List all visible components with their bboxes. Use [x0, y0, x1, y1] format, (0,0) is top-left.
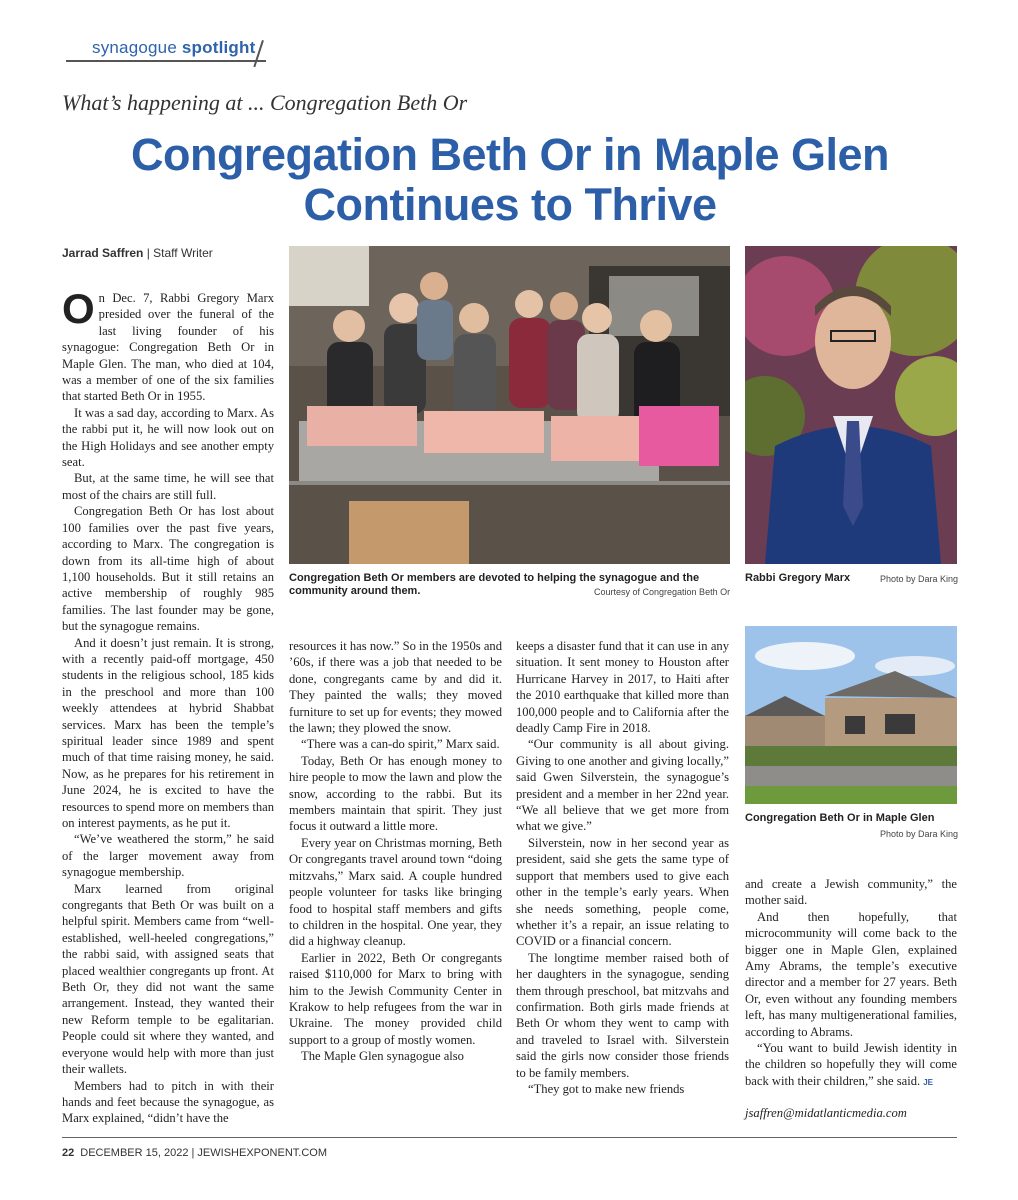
article-paragraph: Every year on Christmas morning, Beth Or congregants travel around town “doing mitzvahs,” Marx said. A couple hundred people volunteer for tasks like bringing food to hospital staff members and gifts to children in the hospital. One year, they did a highway cleanup.	[289, 835, 502, 949]
section-tag-bold: spotlight	[181, 38, 256, 57]
rabbi-photo-credit: Photo by Dara King	[880, 574, 959, 584]
end-mark: JE	[923, 1077, 934, 1087]
paragraph-text: n Dec. 7, Rabbi Gregory Marx presided over the funeral of the last living founder of his synagogue: Congregation Beth Or in Maple Glen. The man, who died at 104, was a member of one of the six families that started Beth Or in 1955.	[62, 291, 274, 404]
article-paragraph: The longtime member raised both of her daughters in the synagogue, sending them through preschool, bat mitzvahs and confirmation. Both girls made friends at Beth Or whom they went to camp with and traveled to Israel with. Silverstein said the girls now consider those friends to be family members.	[516, 950, 729, 1080]
page-footer	[62, 1147, 327, 1159]
article-paragraph: “Our community is all about giving. Giving to one another and giving locally,” said Gwen Silverstein, the synagogue’s president and a member in her 22nd year. “We all believe that we get more from what we give.”	[516, 737, 729, 834]
article-paragraph: The Maple Glen synagogue also	[301, 1049, 464, 1064]
group-photo-caption: Congregation Beth Or members are devoted to helping the synagogue and the community around them.	[289, 572, 700, 597]
building-photo-caption: Congregation Beth Or in Maple Glen	[745, 812, 935, 824]
building-photo	[745, 626, 957, 804]
section-tag-light: synagogue	[92, 38, 182, 57]
article-paragraph: Today, Beth Or has enough money to hire people to mow the lawn and plow the snow, according to the rabbi. But its members maintain that spirit. They just focus it outward a little more.	[289, 753, 502, 834]
article-column-2	[289, 638, 502, 1065]
article-column-1	[62, 285, 274, 1127]
group-photo	[289, 246, 730, 564]
article-paragraph: But, at the same time, he will see that most of the chairs are still full.	[62, 471, 274, 502]
article-paragraph	[62, 285, 274, 405]
byline	[62, 246, 213, 260]
article-paragraph: and create a Jewish community,” the mother said.	[745, 877, 957, 908]
rabbi-photo	[745, 246, 957, 564]
section-tag-text	[92, 38, 255, 58]
footer-divider	[62, 1137, 957, 1138]
group-photo-illustration	[289, 246, 730, 564]
paragraph-text: “You want to build Jewish identity in the children so hopefully they will come back with their children,” she said.	[745, 1041, 957, 1088]
headline	[60, 130, 960, 230]
article-paragraph: And it doesn’t just remain. It is strong, with a recently paid-off mortgage, 450 students in the religious school, 185 kids in the preschool and more than 100 weekly attendees at hybrid Shabbat services. Marx has been the temple’s spiritual leader since 1989 and spent much of that time raising money, he said. Now, as he prepares for his retirement in June 2024, he is excited to have the resources to spend more on members than on interest payments, as he put it.	[62, 635, 274, 830]
dropcap: O	[62, 285, 95, 332]
author-name: Jarrad Saffren	[62, 246, 144, 260]
section-tag	[66, 38, 276, 64]
footer-date-site: DECEMBER 15, 2022 | JEWISHEXPONENT.COM	[80, 1147, 328, 1159]
article-paragraph	[745, 1040, 957, 1091]
kicker: What’s happening at ... Congregation Beth Or	[62, 90, 468, 115]
article-paragraph: “They got to make new friends	[528, 1081, 685, 1096]
article-paragraph: Marx learned from original congregants that Beth Or was built on a helpful spirit. Members came from “well-established, well-heeled congregations,” the rabbi said, with assigned seats that placed wealthier congregants up front. At Beth Or, they did not want the same arrangement. Instead, they wanted their new Reform temple to be egalitarian. People could sit where they wanted, and everyone would help with more than just their wallets.	[62, 881, 274, 1077]
article-column-4	[745, 876, 957, 1122]
article-paragraph: It was a sad day, according to Marx. As the rabbi put it, he will now look out on the High Holidays and see another empty seat.	[62, 405, 274, 470]
section-tag-underline	[66, 60, 266, 62]
author-email: jsaffren@midatlanticmedia.com	[745, 1106, 907, 1121]
article-paragraph: resources it has now.” So in the 1950s and ’60s, if there was a job that needed to be done, congregants came by and did it. They painted the walls; they moved furniture to set up for events; they mowed the lawn; they plowed the snow.	[289, 639, 502, 736]
building-photo-credit: Photo by Dara King	[880, 829, 959, 839]
article-paragraph: “There was a can-do spirit,” Marx said.	[301, 737, 500, 752]
article-paragraph: Silverstein, now in her second year as president, said she gets the same type of support that members used to give each other in the temple’s early years. When she needs something, people come, whether it’s a repair, an issue relating to COVID or a financial concern.	[516, 835, 729, 949]
author-role: | Staff Writer	[143, 246, 213, 260]
building-illustration	[745, 626, 957, 804]
article-column-3	[516, 638, 729, 1097]
rabbi-photo-caption: Rabbi Gregory Marx	[745, 572, 851, 584]
article-paragraph: Congregation Beth Or has lost about 100 families over the past five years, according to Marx. The congregation is down from its all-time high of about 1,100 households. But it still retains an active membership of roughly 985 families. The last founder may be gone, but the synagogue remains.	[62, 504, 274, 634]
article-paragraph: Earlier in 2022, Beth Or congregants raised $110,000 for Marx to bring with him to the Jewish Community Center in Krakow to help refugees from the war in Ukraine. The money provided child support to a group of mostly women.	[289, 950, 502, 1047]
article-paragraph: And then hopefully, that microcommunity will come back to the bigger one in Maple Glen, explained Amy Abrams, the temple’s executive director and a member for 27 years. Beth Or, even without any founding members left, has many multigenerational families, according to Abrams.	[745, 909, 957, 1039]
article-paragraph: “We’ve weathered the storm,” he said of the larger movement away from synagogue membership.	[62, 832, 274, 880]
headline-line-2: Continues to Thrive	[303, 179, 717, 230]
group-photo-credit: Courtesy of Congregation Beth Or	[594, 587, 731, 597]
headline-line-1: Congregation Beth Or in Maple Glen	[130, 129, 890, 180]
article-paragraph: Members had to pitch in with their hands and feet because the synagogue, as Marx explained, “didn’t have the	[62, 1078, 274, 1126]
rabbi-portrait	[745, 246, 957, 564]
page-number: 22	[62, 1147, 75, 1159]
article-paragraph: keeps a disaster fund that it can use in any situation. It sent money to Houston after Hurricane Harvey in 2017, to Haiti after the 2010 earthquake that killed more than 100,000 people and to California after the deadly Camp Fire in 2018.	[516, 639, 729, 736]
